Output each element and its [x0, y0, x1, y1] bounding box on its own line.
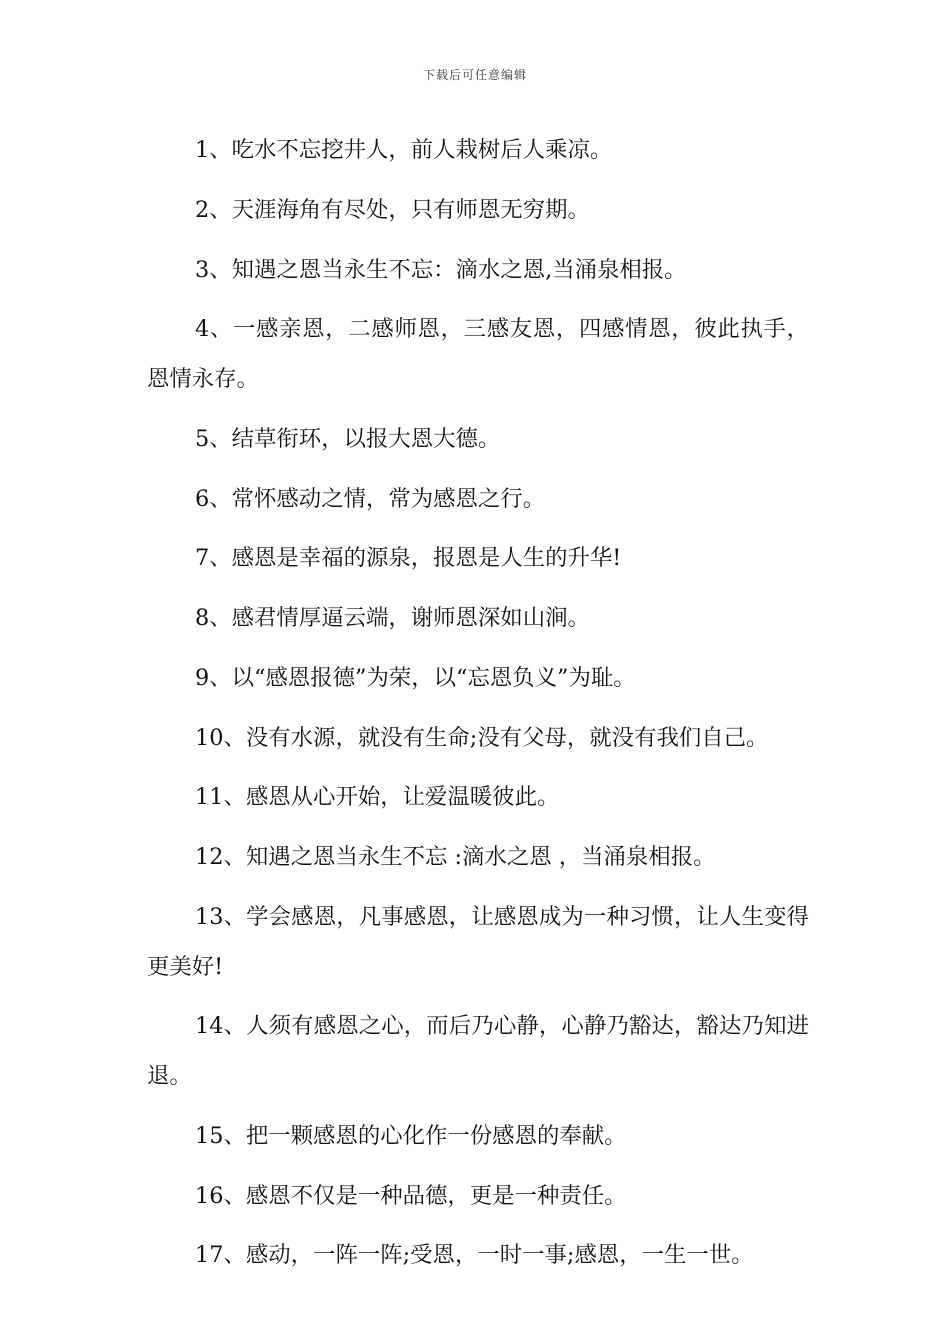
paragraph-12: 12、知遇之恩当永生不忘 :滴水之恩 ，当涌泉相报。 [195, 844, 716, 871]
paragraph-9: 9、以“感恩报德”为荣，以“忘恩负义”为耻。 [195, 664, 636, 691]
document-body [147, 126, 809, 1291]
paragraph-3: 3、知遇之恩当永生不忘：滴水之恩,当涌泉相报。 [195, 256, 687, 283]
paragraph-1: 1、吃水不忘挖井人，前人栽树后人乘凉。 [195, 137, 613, 163]
paragraph-6: 6、常怀感动之情，常为感恩之行。 [195, 485, 546, 512]
paragraph-10: 10、没有水源，就没有生命;没有父母，就没有我们自己。 [195, 724, 769, 751]
paragraph-14: 14、人须有感恩之心，而后乃心静，心静乃豁达，豁达乃知进退。 [147, 1013, 809, 1089]
page-header: 下载后可任意编辑 [422, 68, 527, 82]
paragraph-4: 4、一感亲恩，二感师恩，三感友恩，四感情恩，彼此执手，恩情永存。 [147, 316, 809, 392]
paragraph-13: 13、学会感恩，凡事感恩，让感恩成为一种习惯，让人生变得更美好! [147, 903, 809, 980]
paragraph-15: 15、把一颗感恩的心化作一份感恩的奉献。 [195, 1122, 627, 1149]
paragraph-8: 8、感君情厚逼云端，谢师恩深如山涧。 [195, 605, 590, 632]
paragraph-2: 2、天涯海角有尽处，只有师恩无穷期。 [195, 196, 590, 223]
paragraph-17: 17、感动，一阵一阵;受恩，一时一事;感恩，一生一世。 [195, 1242, 754, 1269]
paragraph-11: 11、感恩从心开始，让爱温暖彼此。 [195, 784, 560, 811]
paragraph-7: 7、感恩是幸福的源泉，报恩是人生的升华! [195, 545, 622, 572]
paragraph-16: 16、感恩不仅是一种品德，更是一种责任。 [195, 1182, 627, 1209]
paragraph-5: 5、结草衔环，以报大恩大德。 [195, 425, 501, 452]
